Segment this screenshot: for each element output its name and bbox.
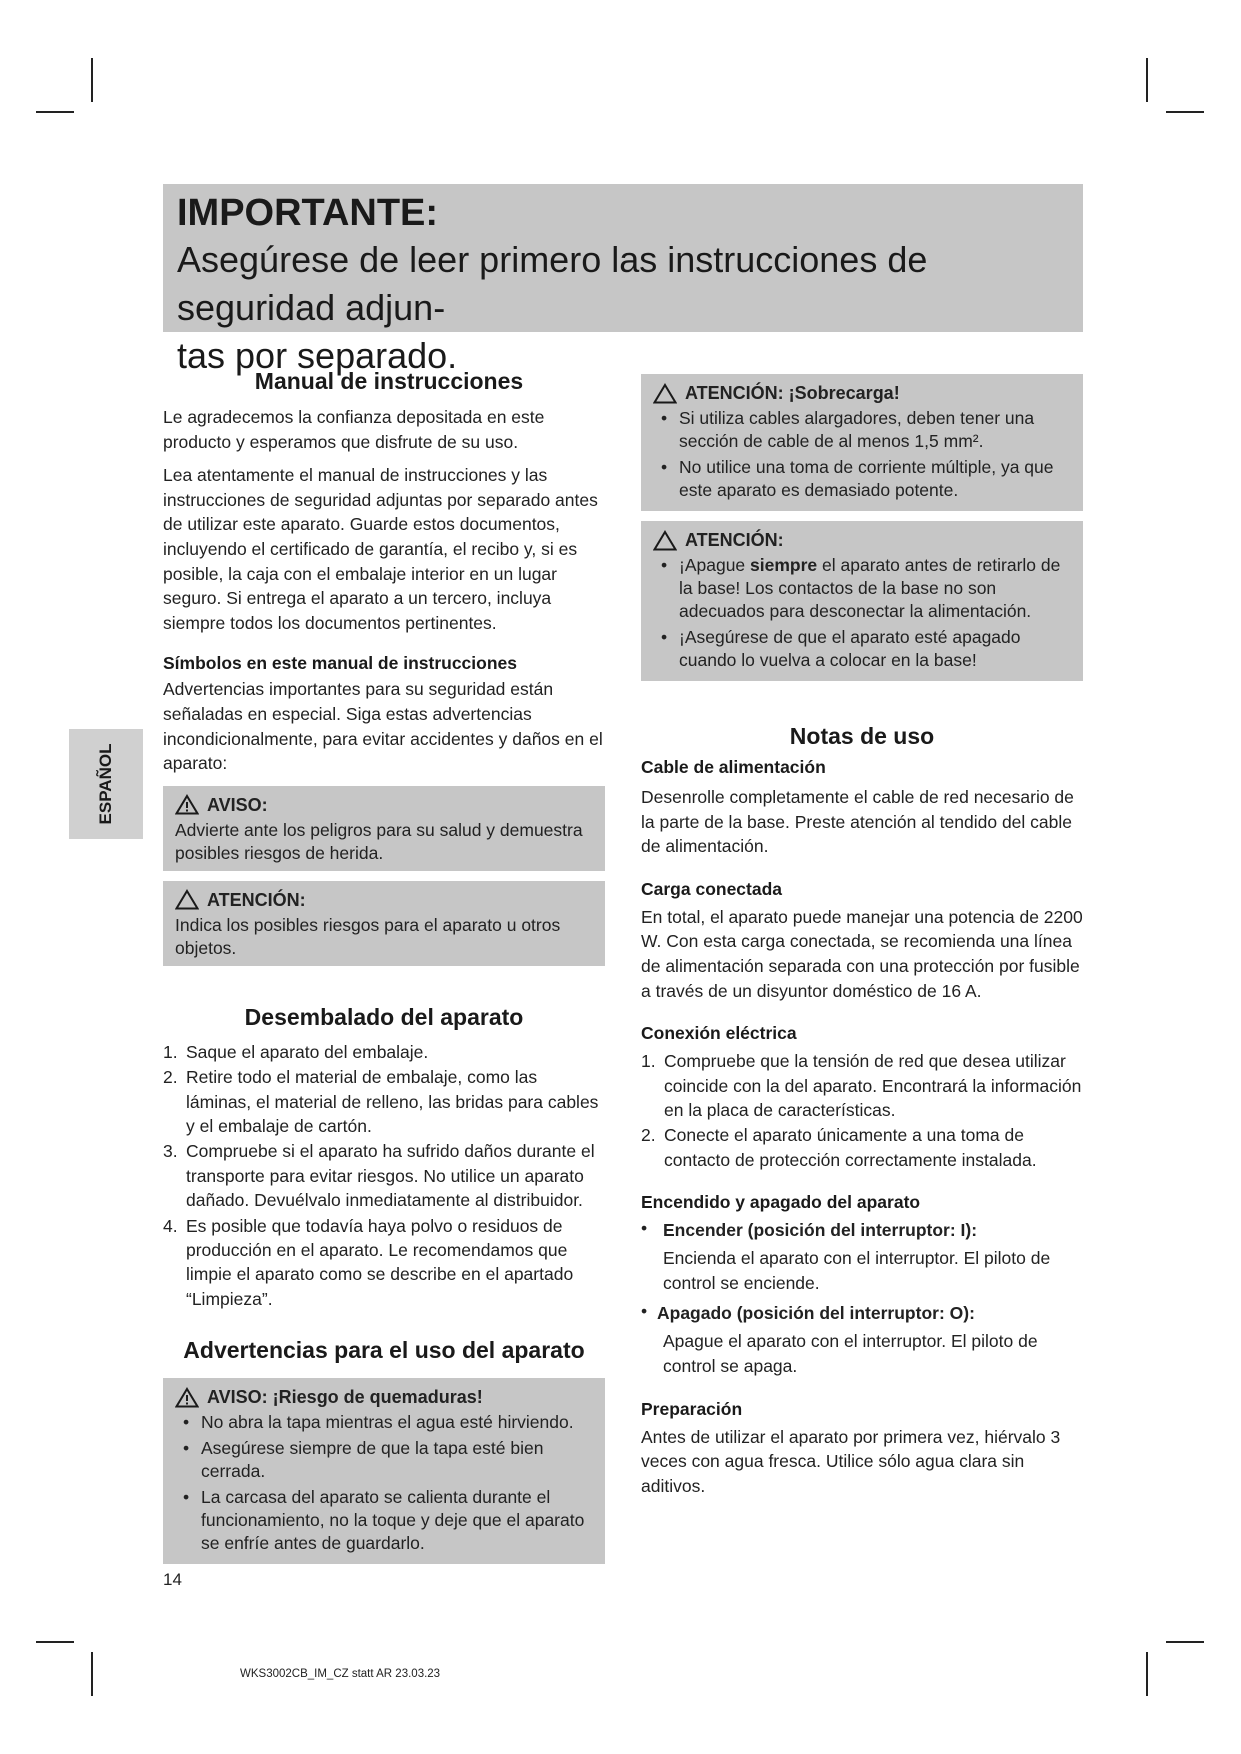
aviso-text: Advierte ante los peligros para su salud y demuestra posibles riesgos de herida. bbox=[175, 819, 583, 863]
unpack-title: Desembalado del aparato bbox=[244, 1003, 524, 1030]
list-item: • La carcasa del aparato se calienta durante el funcionamiento, no la toque y deje que el aparato se enfríe antes de guardarlo. bbox=[175, 1486, 593, 1555]
crop-mark bbox=[36, 1641, 74, 1643]
electric-title: Conexión eléctrica bbox=[641, 1023, 797, 1044]
prep-text: Antes de utilizar el aparato por primera vez, hiérvalo 3 veces con agua fresca. Utilice sólo agua clara sin aditivos. bbox=[641, 1426, 1061, 1496]
crop-mark bbox=[1146, 58, 1148, 102]
right-column bbox=[641, 374, 1083, 1498]
crop-mark bbox=[91, 1652, 93, 1696]
load-text: En total, el aparato puede manejar una potencia de 2200 W. Con esta carga conectada, se recomienda una línea de alimentación separada con una protección por fusible a través de un disyuntor doméstico de 16 A. bbox=[641, 906, 1083, 1001]
warnings-title: Advertencias para el uso del aparato bbox=[183, 1337, 585, 1364]
language-tab bbox=[69, 729, 143, 839]
manual-title: Manual de instrucciones bbox=[254, 368, 524, 394]
page-number: 14 bbox=[163, 1570, 182, 1589]
aviso-heading: AVISO: bbox=[207, 794, 268, 815]
prep-title: Preparación bbox=[641, 1398, 743, 1419]
footer-code: WKS3002CB_IM_CZ statt AR 23.03.23 bbox=[240, 1668, 441, 1680]
list-item: • Asegúrese siempre de que la tapa esté bien cerrada. bbox=[175, 1437, 593, 1483]
important-line-1: Asegúrese de leer primero las instrucciones de seguridad adjun- bbox=[177, 239, 928, 328]
symbols-title: Símbolos en este manual de instrucciones bbox=[163, 653, 517, 674]
atencion2-heading: ATENCIÓN: bbox=[685, 530, 784, 550]
electric-steps bbox=[641, 1049, 1083, 1172]
list-item: • ¡Apague siempre el aparato antes de retirarlo de la base! Los contactos de la base no son adecuados para desconectar la alimentación. bbox=[653, 554, 1071, 623]
warning-triangle-icon bbox=[175, 794, 199, 815]
list-item: 2. Conecte el aparato únicamente a una toma de contacto de protección correctamente instalada. bbox=[641, 1125, 1037, 1170]
overload-box bbox=[641, 374, 1083, 511]
load-title: Carga conectada bbox=[641, 878, 783, 899]
list-item: 2. Retire todo el material de embalaje, como las láminas, el material de relleno, las bridas para cables y el embalaje de cartón. bbox=[163, 1067, 599, 1136]
on-item: • Encender (posición del interruptor: I): Encienda el aparato con el interruptor. El piloto de control se enciende. bbox=[641, 1218, 1083, 1295]
on-label: Encender (posición del interruptor: I): bbox=[663, 1220, 978, 1241]
off-item: • Apagado (posición del interruptor: O): Apague el aparato con el interruptor. El piloto de control se apaga. bbox=[641, 1301, 1083, 1378]
off-label: Apagado (posición del interruptor: O): bbox=[657, 1303, 975, 1324]
atencion2-box bbox=[641, 521, 1083, 681]
important-line-2: tas por separado. bbox=[177, 335, 458, 376]
crop-mark bbox=[1166, 1641, 1204, 1643]
important-banner bbox=[163, 184, 1083, 376]
warning-triangle-icon bbox=[653, 530, 677, 551]
intro-paragraph-2: Lea atentamente el manual de instrucciones y las instrucciones de seguridad adjuntas por separado antes de utilizar este aparato. Guarde estos documentos, incluyendo el certificado de garantía, el recibo y, si es posible, la caja con el embalaje interior en un lugar seguro. Si entrega el aparato a un tercero, incluya siempre todos los documentos pertinentes. bbox=[163, 465, 598, 633]
warning-triangle-icon bbox=[653, 383, 677, 404]
list-item: 1. Compruebe que la tensión de red que desea utilizar coincide con la del aparato. Encontrará la información en la placa de características. bbox=[641, 1051, 1082, 1120]
unpack-steps bbox=[163, 1040, 605, 1311]
list-item: 1. Saque el aparato del embalaje. bbox=[163, 1041, 429, 1062]
onoff-title: Encendido y apagado del aparato bbox=[641, 1192, 921, 1213]
usage-title: Notas de uso bbox=[789, 723, 935, 749]
important-title: IMPORTANTE: bbox=[177, 192, 439, 234]
crop-mark bbox=[1166, 111, 1204, 113]
symbols-paragraph: Advertencias importantes para su seguridad están señaladas en especial. Siga estas advertencias incondicionalmente, para evitar accidentes y daños en el aparato: bbox=[163, 679, 603, 774]
aviso-box bbox=[163, 786, 605, 871]
list-item: • ¡Asegúrese de que el aparato esté apagado cuando lo vuelva a colocar en la base! bbox=[653, 626, 1071, 672]
list-item: 4. Es posible que todavía haya polvo o residuos de producción en el aparato. Le recomendamos que limpie el aparato como se describe en el apartado “Limpieza”. bbox=[163, 1215, 574, 1309]
on-text: Encienda el aparato con el interruptor. El piloto de control se enciende. bbox=[663, 1248, 1051, 1293]
list-item: • No utilice una toma de corriente múltiple, ya que este aparato es demasiado potente. bbox=[653, 456, 1071, 502]
crop-mark bbox=[91, 58, 93, 102]
warning-triangle-icon bbox=[175, 889, 199, 910]
crop-mark bbox=[1146, 1652, 1148, 1696]
atencion-box bbox=[163, 881, 605, 966]
intro-paragraph-1: Le agradecemos la confianza depositada en este producto y esperamos que disfrute de su uso. bbox=[163, 407, 545, 452]
list-item: 3. Compruebe si el aparato ha sufrido daños durante el transporte para evitar riesgos. No utilice un aparato dañado. Devuélvalo inmediatamente al distribuidor. bbox=[163, 1141, 595, 1211]
cable-title: Cable de alimentación bbox=[641, 757, 826, 777]
off-text: Apague el aparato con el interruptor. El piloto de control se apaga. bbox=[663, 1331, 1038, 1376]
atencion-heading: ATENCIÓN: bbox=[207, 889, 306, 910]
warning-triangle-icon bbox=[175, 1387, 199, 1408]
overload-heading: ATENCIÓN: ¡Sobrecarga! bbox=[685, 383, 900, 403]
list-item: • Si utiliza cables alargadores, deben tener una sección de cable de al menos 1,5 mm². bbox=[653, 407, 1071, 453]
cable-text: Desenrolle completamente el cable de red necesario de la parte de la base. Preste atención al tendido del cable de alimentación. bbox=[641, 787, 1074, 857]
left-column bbox=[163, 366, 605, 1564]
burn-heading: AVISO: ¡Riesgo de quemaduras! bbox=[207, 1387, 483, 1408]
list-item: • No abra la tapa mientras el agua esté hirviendo. bbox=[175, 1411, 593, 1434]
language-tab-label: ESPAÑOL bbox=[96, 743, 115, 825]
crop-mark bbox=[36, 111, 74, 113]
burn-warning-box bbox=[163, 1378, 605, 1564]
atencion-text: Indica los posibles riesgos para el aparato u otros objetos. bbox=[175, 914, 561, 958]
